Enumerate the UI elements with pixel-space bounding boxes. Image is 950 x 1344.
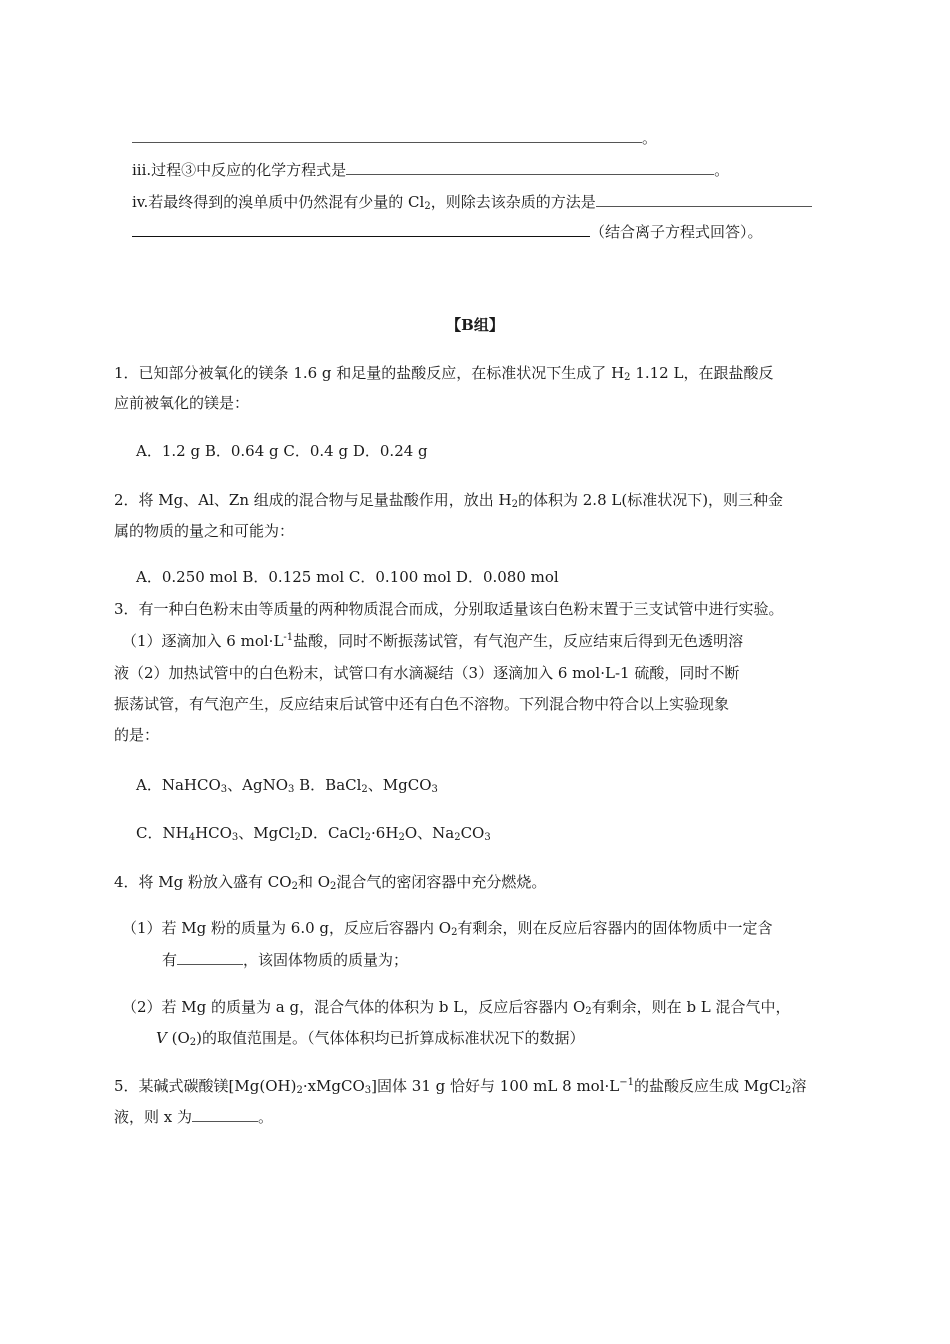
subscript: 2 <box>398 832 405 843</box>
text: （1）逐滴加入 6 mol·L <box>122 632 284 650</box>
text: B．BaCl <box>294 776 362 794</box>
answer-blank-iv[interactable] <box>596 192 812 207</box>
subscript: 3 <box>431 784 438 795</box>
item-iii-text: iii.过程③中反应的化学方程式是 <box>132 161 347 179</box>
answer-blank-q5[interactable] <box>192 1107 258 1122</box>
question-4-part1-line2 <box>162 950 408 970</box>
subscript: 3 <box>364 1085 372 1096</box>
text: 有剩余，则在反应后容器内的固体物质中一定含 <box>457 919 773 937</box>
text: 和 O <box>297 873 331 891</box>
text: CO <box>460 824 485 842</box>
text: ]固体 31 g 恰好与 100 mL 8 mol·L <box>371 1077 620 1095</box>
question-2-options: A．0.250 mol B．0.125 mol C．0.100 mol D．0.080 mol <box>136 568 559 586</box>
text: ·6H <box>371 824 399 842</box>
subscript: 2 <box>511 499 518 510</box>
text: 1．已知部分被氧化的镁条 1.6 g 和足量的盐酸反应，在标准状况下生成了 H <box>114 364 625 382</box>
subscript: 2 <box>291 881 298 892</box>
text: O、Na <box>404 824 455 842</box>
subscript: 2 <box>364 832 372 843</box>
question-2-line1 <box>114 490 783 510</box>
text: 5．某碱式碳酸镁[Mg(OH) <box>114 1077 297 1095</box>
subscript: 2 <box>585 1006 592 1017</box>
punct: 。 <box>642 129 658 147</box>
subscript: 2 <box>624 372 631 383</box>
text: )的取值范围是。（气体体积均已折算成标准状况下的数据） <box>196 1029 585 1047</box>
superscript: -1 <box>283 632 294 643</box>
text: (O <box>166 1029 190 1047</box>
subscript: 3 <box>288 784 295 795</box>
subscript: 2 <box>785 1085 792 1096</box>
subscript: 3 <box>484 832 491 843</box>
question-4-part1-line1 <box>122 918 773 938</box>
subscript: 2 <box>451 927 458 938</box>
question-4-part2-line1 <box>122 997 791 1017</box>
item-iv-text: iv.若最终得到的溴单质中仍然混有少量的 Cl <box>132 193 425 211</box>
subscript: 2 <box>361 784 368 795</box>
question-3-line4: 振荡试管，有气泡产生，反应结束后试管中还有白色不溶物。下列混合物中符合以上实验现象 <box>114 695 730 713</box>
text: A．NaHCO <box>136 776 221 794</box>
question-3-line1: 3．有一种白色粉末由等质量的两种物质混合而成，分别取适量该白色粉末置于三支试管中进行实验。 <box>114 600 784 618</box>
text: 。 <box>258 1108 274 1126</box>
question-4-line1 <box>114 872 546 892</box>
text: 有 <box>162 951 178 969</box>
subscript: 2 <box>294 832 301 843</box>
group-title: 【B组】 <box>446 316 504 334</box>
text: 、MgCl <box>238 824 295 842</box>
subscript: 2 <box>424 201 431 212</box>
item-iv-suffix: （结合离子方程式回答）。 <box>590 223 763 241</box>
italic-var: V <box>156 1029 167 1047</box>
punct: 。 <box>714 161 730 179</box>
text: 1.12 L，在跟盐酸反 <box>630 364 774 382</box>
answer-line-continuation <box>132 128 657 148</box>
question-3-line5: 的是： <box>114 726 160 744</box>
question-3-options-cd <box>136 823 491 843</box>
item-iii <box>132 160 729 180</box>
text: 、MgCO <box>367 776 432 794</box>
superscript: −1 <box>619 1077 634 1088</box>
question-3-line3: 液（2）加热试管中的白色粉末，试管口有水滴凝结（3）逐滴加入 6 mol·L-1 硫酸，同时不断 <box>114 664 740 682</box>
subscript: 4 <box>188 832 196 843</box>
answer-blank-q4-1[interactable] <box>177 950 243 965</box>
text: 液，则 x 为 <box>114 1108 192 1126</box>
text: HCO <box>195 824 232 842</box>
text: 的体积为 2.8 L(标准状况下)，则三种金 <box>517 491 784 509</box>
text: C．NH <box>136 824 189 842</box>
question-3-options-ab <box>136 775 438 795</box>
answer-blank-iii[interactable] <box>346 160 714 175</box>
answer-blank[interactable] <box>132 128 642 143</box>
text: 混合气的密闭容器中充分燃烧。 <box>336 873 547 891</box>
text: 4．将 Mg 粉放入盛有 CO <box>114 873 292 891</box>
question-1-line2: 应前被氧化的镁是： <box>114 394 250 412</box>
subscript: 3 <box>231 832 239 843</box>
text: ·xMgCO <box>302 1077 365 1095</box>
question-1-options: A．1.2 g B．0.64 g C．0.4 g D．0.24 g <box>136 442 428 460</box>
question-4-part2-line2 <box>156 1028 585 1048</box>
text: 、AgNO <box>227 776 288 794</box>
text: （2）若 Mg 的质量为 a g，混合气体的体积为 b L，反应后容器内 O <box>122 998 586 1016</box>
subscript: 2 <box>330 881 337 892</box>
item-iv-text: ，则除去该杂质的方法是 <box>430 193 596 211</box>
answer-blank-iv-2[interactable] <box>132 222 590 237</box>
text: 的盐酸反应生成 MgCl <box>633 1077 785 1095</box>
text: （1）若 Mg 粉的质量为 6.0 g，反应后容器内 O <box>122 919 452 937</box>
subscript: 2 <box>296 1085 303 1096</box>
subscript: 2 <box>454 832 461 843</box>
text: 有剩余，则在 b L 混合气中， <box>591 998 791 1016</box>
text: D．CaCl <box>300 824 365 842</box>
question-1-line1 <box>114 363 773 383</box>
item-iv <box>132 192 812 212</box>
question-2-line2: 属的物质的量之和可能为： <box>114 522 295 540</box>
subscript: 2 <box>189 1037 197 1048</box>
text: 溶 <box>791 1077 807 1095</box>
question-3-line2 <box>122 631 743 651</box>
subscript: 3 <box>220 784 228 795</box>
item-iv-line2 <box>132 222 763 242</box>
text: 盐酸，同时不断振荡试管，有气泡产生，反应结束后得到无色透明溶 <box>293 632 744 650</box>
question-5-line2 <box>114 1107 273 1127</box>
text: 2．将 Mg、Al、Zn 组成的混合物与足量盐酸作用，放出 H <box>114 491 512 509</box>
text: ，该固体物质的质量为； <box>243 951 409 969</box>
question-5-line1 <box>114 1076 806 1096</box>
